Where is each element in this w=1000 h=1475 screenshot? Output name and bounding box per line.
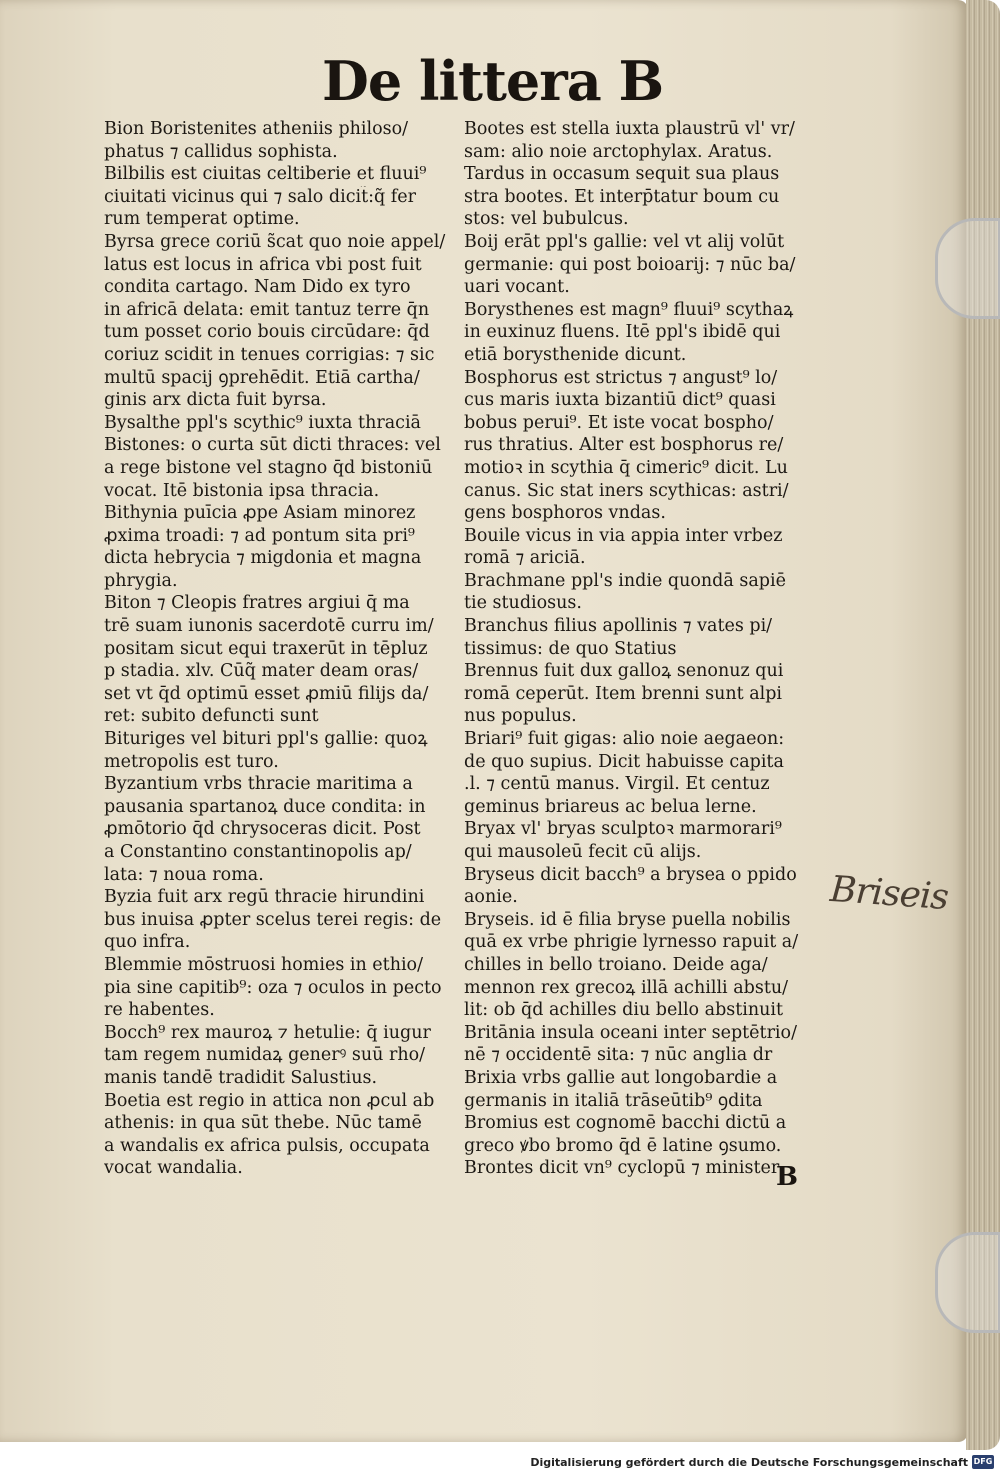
text-line: ꝓmōtorio q̄d chrysoceras dicit. Post	[104, 819, 421, 840]
text-line: ret: subito defuncti sunt	[104, 706, 319, 727]
text-line: Boij erāt ppl's gallie: vel vt alij volūt	[464, 231, 785, 252]
text-line: metropolis est turo.	[104, 751, 279, 772]
text-line: Brontes dicit vn⁹ cyclopū ⁊ minister	[464, 1158, 780, 1179]
text-line: uari vocant.	[464, 277, 570, 298]
text-line: pausania spartanoꝝ duce condita: in	[104, 796, 426, 817]
text-line: aonie.	[464, 887, 518, 908]
dfg-logo: DFG	[972, 1455, 994, 1469]
text-line: motioꝛ in scythia q̄ cimeric⁹ dicit. Lu	[464, 457, 788, 478]
text-line: romā ceperūt. Item brenni sunt alpi	[464, 683, 783, 704]
text-line: Brixia vrbs gallie aut longobardie a	[464, 1067, 778, 1088]
text-line: in africā delata: emit tantuz terre q̄n	[104, 299, 430, 320]
text-line: .l. ⁊ centū manus. Virgil. Et centuz	[464, 774, 770, 795]
text-line: Bryseis. id ē filia bryse puella nobilis	[464, 909, 791, 930]
text-line: Bistones: o curta sūt dicti thraces: vel	[104, 435, 441, 456]
text-line: a wandalis ex africa pulsis, occupata	[104, 1135, 430, 1156]
text-line: ꝓxima troadi: ⁊ ad pontum sita pri⁹	[104, 525, 415, 546]
text-line: Borysthenes est magn⁹ fluui⁹ scythaꝝ	[464, 299, 794, 320]
text-line: tie studiosus.	[464, 593, 582, 614]
text-line: p stadia. xlv. Cūq̃ mater deam oras/	[104, 661, 419, 682]
text-line: sam: alio noie arctophylax. Aratus.	[464, 141, 773, 162]
text-line: latus est locus in africa vbi post fuit	[104, 254, 422, 275]
catchword: B	[776, 1162, 798, 1192]
text-line: Bryseus dicit bacch⁹ a brysea o ppido	[464, 864, 797, 885]
text-line: phrygia.	[104, 570, 178, 591]
text-line: manis tandē tradidit Salustius.	[104, 1067, 378, 1088]
text-line: stos: vel bubulcus.	[464, 209, 629, 230]
text-line: geminus briareus ac belua lerne.	[464, 796, 757, 817]
text-line: Byzantium vrbs thracie maritima a	[104, 774, 413, 795]
text-line: a rege bistone vel stagno q̄d bistoniū	[104, 457, 433, 478]
text-line: mennon rex grecoꝝ illā achilli abstu/	[464, 977, 789, 998]
text-line: quā ex vrbe phrigie lyrnesso rapuit a/	[464, 932, 799, 953]
text-line: Bosphorus est strictus ⁊ angust⁹ lo/	[464, 367, 778, 388]
text-line: Bocch⁹ rex mauroꝝ ⁊ hetulie: q̄ iugur	[104, 1022, 431, 1043]
text-line: Branchus filius apollinis ⁊ vates pi/	[464, 616, 773, 637]
text-line: pia sine capitib⁹: oza ⁊ oculos in pecto	[104, 977, 442, 998]
text-line: Byzia fuit arx regū thracie hirundini	[104, 887, 425, 908]
text-line: Bootes est stella iuxta plaustrū vl' vr/	[464, 119, 795, 139]
text-line: in euxinuz fluens. Itē ppl's ibidē qui	[464, 322, 781, 343]
footer-credit: Digitalisierung gefördert durch die Deutsche Forschungsgemeinschaft	[530, 1456, 968, 1469]
text-line: a Constantino constantinopolis ap/	[104, 842, 412, 862]
text-line: Bouile vicus in via appia inter vrbez	[464, 525, 783, 546]
text-line: quo infra.	[104, 932, 191, 953]
text-line: condita cartago. Nam Dido ex tyro	[104, 277, 411, 298]
text-line: coriuz scidit in tenues corrigias: ⁊ sic	[104, 344, 435, 365]
text-line: Bromius est cognomē bacchi dictū a	[464, 1113, 787, 1134]
text-line: Bysalthe ppl's scythic⁹ iuxta thraciā	[104, 412, 421, 433]
book-clasp-bottom	[935, 1232, 1000, 1333]
text-line: germanie: qui post boioarij: ⁊ nūc ba/	[464, 254, 796, 275]
text-line: nus populus.	[464, 706, 577, 727]
text-line: dicta hebrycia ⁊ migdonia et magna	[104, 548, 422, 569]
text-line: trē suam iunonis sacerdotē curru im/	[104, 616, 434, 637]
text-line: romā ⁊ ariciā.	[464, 548, 586, 569]
text-line: Biton ⁊ Cleopis fratres argiui q̄ ma	[104, 593, 410, 614]
text-line: Byrsa grece coriū s̃cat quo noie appel/	[104, 231, 446, 252]
text-line: Bilbilis est ciuitas celtiberie et fluui⁹	[104, 164, 427, 185]
text-line: re habentes.	[104, 1000, 215, 1021]
right-text-column	[464, 118, 826, 1180]
text-line: Bryax vl' bryas sculptoꝛ marmorari⁹	[464, 819, 782, 840]
text-line: chilles in bello troiano. Deide aga/	[464, 954, 768, 975]
text-line: Blemmie mōstruosi homies in ethio/	[104, 954, 423, 975]
text-line: bobus perui⁹. Et iste vocat bospho/	[464, 412, 774, 433]
text-line: Bituriges vel bituri ppl's gallie: quoꝝ	[104, 729, 428, 750]
text-line: etiā borysthenide dicunt.	[464, 344, 687, 365]
text-line: Brachmane ppl's indie quondā sapiē	[464, 570, 786, 591]
text-line: tum posset corio bouis circūdare: q̄d	[104, 322, 430, 343]
text-line: cus maris iuxta bizantiū dict⁹ quasi	[464, 390, 776, 411]
text-line: Bion Boristenites atheniis philoso/	[104, 119, 409, 139]
text-line: canus. Sic stat iners scythicas: astri/	[464, 480, 789, 501]
book-clasp-top	[935, 218, 1000, 319]
text-line: vocat wandalia.	[104, 1158, 243, 1179]
text-line: Briari⁹ fuit gigas: alio noie aegaeon:	[464, 729, 785, 750]
text-line: rum temperat optime.	[104, 209, 300, 230]
text-line: vocat. Itē bistonia ipsa thracia.	[104, 480, 380, 501]
text-line: qui mausoleū fecit cū alijs.	[464, 842, 702, 862]
text-line: lata: ⁊ noua roma.	[104, 864, 264, 885]
text-line: ciuitati vicinus qui ⁊ salo dicit̃:q̃ fer	[104, 186, 416, 207]
text-line: Tardus in occasum sequit sua plaus	[464, 164, 780, 185]
text-line: Brennus fuit dux galloꝝ senonuz qui	[464, 661, 784, 682]
text-line: athenis: in qua sūt thebe. Nūc tamē	[104, 1113, 422, 1134]
text-line: Britānia insula oceani inter septētrio/	[464, 1022, 797, 1043]
text-line: phatus ⁊ callidus sophista.	[104, 141, 338, 162]
text-line: multū spacij ꝯprehēdit. Etiā cartha/	[104, 367, 420, 388]
text-line: germanis in italiā trāseūtib⁹ ꝯdita	[464, 1090, 763, 1111]
text-line: greco ꝟbo bromo q̄d ē latine ꝯsumo.	[464, 1135, 782, 1156]
text-line: gens bosphoros vndas.	[464, 503, 666, 524]
text-line: tam regem numidaꝝ generꝰ suū rho/	[104, 1045, 426, 1066]
left-text-column	[104, 118, 460, 1180]
text-line: de quo supius. Dicit habuisse capita	[464, 751, 784, 772]
text-line: bus inuisa ꝓpter scelus terei regis: de	[104, 909, 442, 930]
text-line: Boetia est regio in attica non ꝓcul ab	[104, 1090, 435, 1111]
text-line: nē ⁊ occidentē sita: ⁊ nūc anglia d̄r	[464, 1045, 773, 1066]
page-title: De littera B	[322, 49, 664, 113]
text-line: set vt q̄d optimū esset ꝓmiū filijs da/	[104, 683, 429, 704]
text-line: stra bootes. Et interp̄tatur boum cu	[464, 186, 780, 207]
text-line: ginis arx dicta fuit byrsa.	[104, 390, 327, 411]
text-line: Bithynia puīcia ꝓpe Asiam minorez	[104, 503, 416, 524]
text-line: rus thratius. Alter est bosphorus re/	[464, 435, 784, 456]
text-line: lit: ob q̄d achilles diu bello abstinuit	[464, 1000, 784, 1021]
text-line: tissimus: de quo Statius	[464, 638, 677, 659]
handwritten-margin-note: Briseis	[828, 868, 950, 919]
text-line: positam sicut equi traxerūt in tēpluz	[104, 638, 428, 659]
digitization-footer	[0, 1450, 1000, 1475]
